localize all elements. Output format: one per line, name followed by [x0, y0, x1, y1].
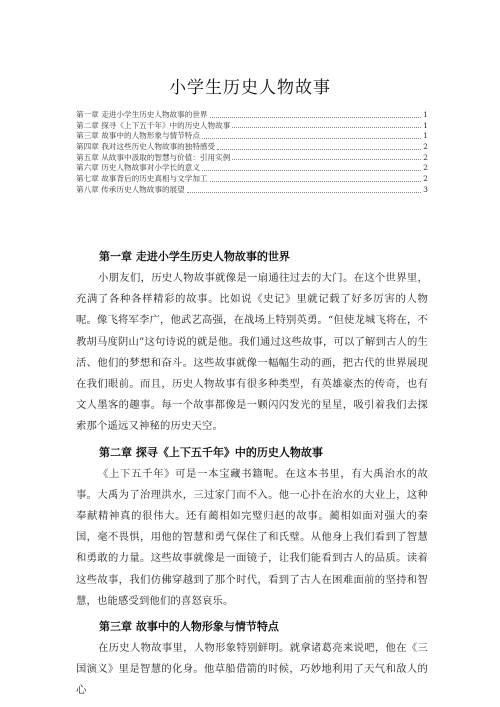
document-body	[76, 246, 428, 702]
chapter-heading: 第一章 走进小学生历史人物故事的世界	[99, 250, 290, 263]
toc-leader-dots	[210, 117, 422, 118]
toc-entry-page: 1	[423, 131, 428, 141]
toc-leader-dots	[232, 127, 421, 128]
toc-leader-dots	[202, 138, 421, 139]
toc-entry[interactable]	[76, 153, 428, 164]
toc-entry[interactable]	[76, 185, 428, 196]
toc-leader-dots	[232, 159, 421, 160]
toc-leader-dots	[202, 170, 421, 171]
toc-entry-page: 2	[423, 163, 428, 173]
toc-entry-page: 2	[423, 142, 428, 152]
toc-entry[interactable]	[76, 174, 428, 185]
toc-entry-label: 第六章 历史人物故事对小学长的意义	[76, 163, 200, 173]
toc-entry-page: 1	[423, 120, 428, 130]
toc-entry[interactable]	[76, 142, 428, 153]
toc-entry-label: 第八章 传承历史人物故事的展望	[76, 184, 185, 194]
toc-entry-label: 第一章 走进小学生历史人物故事的世界	[76, 109, 208, 119]
toc-entry-page: 3	[423, 184, 428, 194]
chapter-paragraph: 在历史人物故事里，人物形象特别鲜明。就拿诸葛亮来说吧，他在《三国演义》里是智慧的化身。他草船借箭的时候，巧妙地利用了天气和敌人的心	[76, 642, 428, 697]
table-of-contents	[76, 110, 428, 196]
chapter-paragraph: 小朋友们，历史人物故事就像是一扇通往过去的大门。在这个世界里，充满了各种各样精彩的故事。比如说《史记》里就记载了好多厉害的人物呢。像飞将军李广，他武艺高强，在战场上特别英勇。“但使龙城飞将在，不教胡马度阴山”这句诗说的就是他。我们通过这些故事，可以了解到古人的生活、他们的梦想和奋斗。这些故事就像一幅幅生动的画，把古代的世界展现在我们眼前。而且，历史人物故事有很多种类型，有英雄豪杰的传奇，也有文人墨客的趣事。每一个故事都像是一颗闪闪发光的星星，吸引着我们去探索那个遥远又神秘的历史天空。	[76, 272, 428, 433]
chapter-paragraph: 《上下五千年》可是一本宝藏书籍呢。在这本书里，有大禹治水的故事。大禹为了治理洪水，三过家门而不入。他一心扑在治水的大业上，这种奉献精神真的很伟大。还有蔺相如完璧归赵的故事。蔺相如面对强大的秦国，毫不畏惧，用他的智慧和勇气保住了和氏璧。从他身上我们看到了智慧和勇敢的力量。这些故事就像是一面镜子，让我们能看到古人的品质。读着这些故事，我们仿佛穿越到了那个时代，看到了古人在困难面前的坚持和智慧，也能感受到他们的喜怒哀乐。	[76, 467, 428, 607]
toc-entry-page: 2	[423, 152, 428, 162]
toc-leader-dots	[187, 192, 421, 193]
toc-leader-dots	[217, 149, 421, 150]
document-title: 小学生历史人物故事	[169, 78, 331, 98]
toc-entry[interactable]	[76, 131, 428, 142]
toc-entry-label: 第七章 故事背后的历史真相与文学加工	[76, 174, 208, 184]
toc-entry-label: 第二章 探寻《上下五千年》中的历史人物故事	[76, 120, 231, 130]
toc-entry[interactable]	[76, 121, 428, 132]
toc-entry-label: 第四章 我对这些历史人物故事的独特感受	[76, 142, 216, 152]
toc-entry[interactable]	[76, 163, 428, 174]
toc-entry-page: 1	[423, 109, 428, 119]
toc-entry[interactable]	[76, 110, 428, 121]
chapter-heading: 第二章 探寻《上下五千年》中的历史人物故事	[99, 445, 323, 459]
toc-entry-label: 第三章 故事中的人物形象与情节特点	[76, 131, 200, 141]
chapter-heading: 第三章 故事中的人物形象与情节特点	[99, 620, 279, 634]
toc-entry-label: 第五章 从故事中汲取的智慧与价值：引用实例	[76, 152, 231, 162]
toc-entry-page: 2	[423, 174, 428, 184]
toc-leader-dots	[210, 181, 422, 182]
